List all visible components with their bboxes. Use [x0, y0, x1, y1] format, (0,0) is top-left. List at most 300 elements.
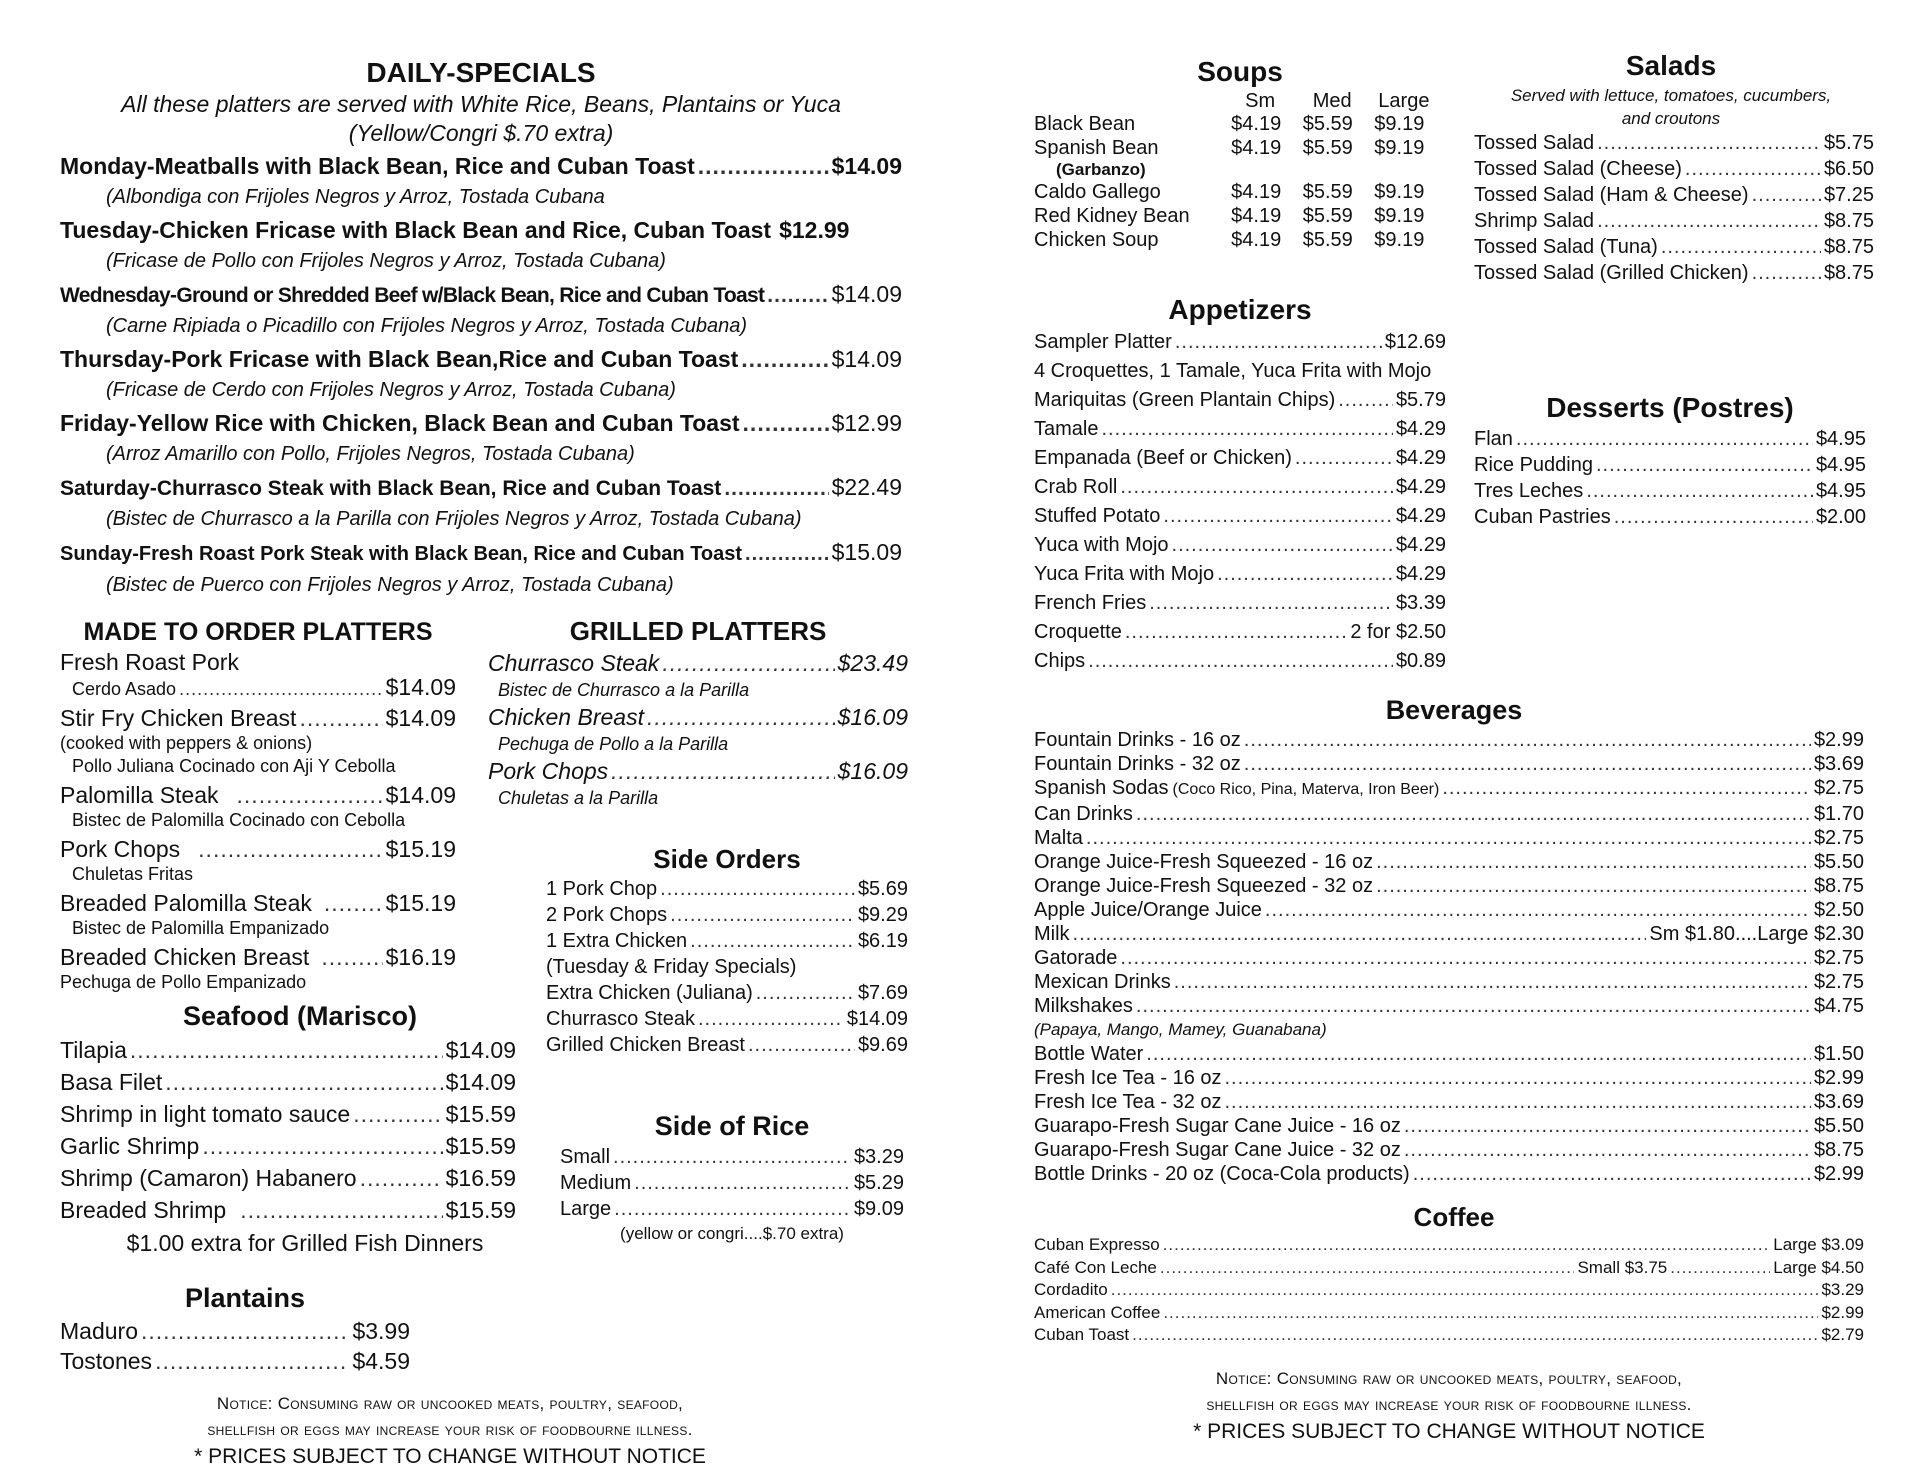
item-name: 1 Extra Chicken — [546, 930, 688, 952]
item-price: $6.50 — [1823, 158, 1874, 180]
soup-name: Spanish Bean — [1034, 137, 1159, 159]
item-price: Large $3.09 — [1773, 1235, 1864, 1254]
grilled-platters-section — [488, 614, 908, 810]
special-price: $14.09 — [831, 281, 902, 307]
special-saturday: Saturday - Churrasco Steak with Black Bean, Rice and Cuban Toast ..... $22.49 — [60, 472, 902, 504]
soup-price-large: $9.19 — [1374, 205, 1425, 227]
special-price: $22.49 — [831, 474, 902, 500]
item-price: $1.50 — [1813, 1043, 1864, 1065]
soup-price-med: $5.59 — [1302, 181, 1353, 203]
item-name: Stuffed Potato — [1034, 505, 1161, 527]
item-price: $2.75 — [1813, 777, 1864, 799]
special-spanish: (Bistec de Churrasco a la Parilla con Frijoles Negros y Arroz, Tostada Cubana) — [106, 508, 802, 530]
menu-item — [1034, 946, 1864, 970]
menu-item — [488, 756, 908, 786]
item-price: $2.99 — [1813, 1163, 1864, 1185]
special-spanish: (Fricase de Cerdo con Frijoles Negros y Arroz, Tostada Cubana) — [106, 379, 676, 401]
item-price: $5.29 — [853, 1172, 904, 1194]
item-price: $9.29 — [857, 904, 908, 926]
item-spanish: Pollo Juliana Cocinado con Aji Y Cebolla — [72, 756, 396, 776]
item-price: $3.39 — [1395, 592, 1446, 614]
special-dish: Chicken Fricase with Black Bean and Rice, Cuban Toast — [159, 217, 772, 243]
item-price: $2.99 — [1813, 1067, 1864, 1089]
menu-item — [1034, 531, 1446, 560]
item-name: Bottle Drinks - 20 oz (Coca-Cola products) — [1034, 1163, 1410, 1185]
special-day: Friday — [60, 410, 130, 436]
item-price: $4.59 — [352, 1348, 410, 1374]
item-spanish: Chuletas a la Parilla — [498, 788, 659, 808]
item-price: $15.19 — [385, 836, 456, 862]
soup-row — [1034, 136, 1446, 160]
menu-item — [1034, 618, 1446, 647]
menu-item — [1034, 1162, 1864, 1186]
item-name: Shrimp in light tomato sauce — [60, 1101, 351, 1127]
menu-item — [560, 1144, 904, 1170]
item-spanish: Pechuga de Pollo a la Parilla — [498, 734, 729, 754]
special-day: Thursday — [60, 346, 164, 372]
size-label: Med — [1312, 90, 1352, 112]
menu-item — [60, 889, 456, 940]
item-name: Cuban Toast — [1034, 1325, 1130, 1344]
soup-name: Black Bean — [1034, 113, 1136, 135]
item-price: $6.19 — [857, 930, 908, 952]
item-price-small: Small $3.75 — [1577, 1257, 1668, 1277]
item-price: $15.59 — [445, 1101, 516, 1127]
item-spanish: Cerdo Asado — [72, 679, 177, 699]
item-name: Garlic Shrimp — [60, 1133, 200, 1159]
menu-item — [1474, 426, 1866, 452]
soup-price-med: $5.59 — [1302, 205, 1353, 227]
soups-table — [1034, 90, 1446, 252]
item-price: $7.69 — [857, 982, 908, 1004]
item-price: $4.29 — [1395, 563, 1446, 585]
soups-title: Soups — [1197, 56, 1283, 87]
menu-item — [1034, 1138, 1864, 1162]
item-name: Crab Roll — [1034, 476, 1118, 498]
item-price: $14.09 — [385, 674, 456, 700]
menu-item — [1034, 922, 1864, 946]
item-name: Guarapo-Fresh Sugar Cane Juice - 32 oz — [1034, 1139, 1401, 1161]
menu-item — [1034, 328, 1446, 357]
special-day: Tuesday — [60, 217, 152, 243]
soup-price-large: $9.19 — [1374, 181, 1425, 203]
menu-item — [1034, 415, 1446, 444]
seafood-note: $1.00 extra for Grilled Fish Dinners — [126, 1230, 484, 1256]
item-name: Fountain Drinks - 32 oz — [1034, 753, 1241, 775]
item-name: Chips — [1034, 650, 1086, 672]
special-dish: Meatballs with Black Bean, Rice and Cuban Toast — [154, 153, 695, 179]
made-to-order-title: MADE TO ORDER PLATTERS — [83, 618, 433, 646]
item-name: Tostones — [60, 1348, 153, 1374]
menu-item — [1034, 444, 1446, 473]
special-price: $15.09 — [831, 539, 902, 565]
soup-row — [1034, 228, 1446, 252]
menu-item — [1474, 156, 1874, 182]
menu-item — [1034, 1090, 1864, 1114]
soup-price-med: $5.59 — [1302, 229, 1353, 251]
item-name: Flan — [1474, 428, 1513, 450]
special-spanish: (Arroz Amarillo con Pollo, Frijoles Negros, Tostada Cubana) — [106, 443, 635, 465]
item-price: $2.75 — [1813, 947, 1864, 969]
item-price: $2.99 — [1813, 729, 1864, 751]
special-friday: Friday - Yellow Rice with Chicken, Black Bean and Cuban Toast ..... $12.99 — [60, 408, 902, 439]
item-price: $3.69 — [1813, 1091, 1864, 1113]
soup-price-large: $9.19 — [1374, 229, 1425, 251]
menu-item — [1034, 752, 1864, 776]
item-name: Breaded Palomilla Steak — [60, 890, 312, 916]
item-price: $16.59 — [445, 1165, 516, 1191]
item-name: Cordadito — [1034, 1280, 1108, 1299]
menu-item — [1034, 850, 1864, 874]
item-price: $15.59 — [445, 1197, 516, 1223]
menu-item — [1034, 647, 1446, 676]
item-price: $8.75 — [1813, 1139, 1864, 1161]
item-price: $2.50 — [1813, 899, 1864, 921]
special-spanish: (Bistec de Puerco con Frijoles Negros y Arroz, Tostada Cubana) — [106, 574, 674, 596]
soup-price-large: $9.19 — [1374, 137, 1425, 159]
special-monday: Monday - Meatballs with Black Bean, Rice and Cuban Toast ..... $14.09 — [60, 151, 902, 182]
menu-item — [546, 1006, 908, 1032]
menu-item — [1034, 1257, 1864, 1280]
desserts-section — [1474, 390, 1866, 530]
item-price: Large $4.50 — [1773, 1257, 1864, 1277]
item-name: Medium — [560, 1172, 632, 1194]
soup-name: Red Kidney Bean — [1034, 205, 1190, 227]
item-name: Empanada (Beef or Chicken) — [1034, 447, 1292, 469]
item-price: $15.59 — [445, 1133, 516, 1159]
item-price: $1.70 — [1813, 803, 1864, 825]
item-name: Tres Leches — [1474, 480, 1584, 502]
soup-price-sm: $4.19 — [1231, 137, 1282, 159]
item-name: Small — [560, 1146, 611, 1168]
special-dish: Pork Fricase with Black Bean,Rice and Cuban Toast — [171, 346, 739, 372]
item-name: Sampler Platter — [1034, 331, 1172, 353]
food-safety-notice — [1114, 1366, 1784, 1446]
soup-subname: (Garbanzo) — [1056, 160, 1146, 179]
special-spanish: (Fricase de Pollo con Frijoles Negros y Arroz, Tostada Cubana) — [106, 250, 666, 272]
item-name: Can Drinks — [1034, 803, 1133, 825]
soup-price-med: $5.59 — [1302, 113, 1353, 135]
item-price: $8.75 — [1813, 875, 1864, 897]
menu-item — [1034, 502, 1446, 531]
price-change-notice: * PRICES SUBJECT TO CHANGE WITHOUT NOTICE — [194, 1445, 706, 1468]
soup-row — [1034, 112, 1446, 136]
menu-item — [60, 648, 456, 701]
item-name: Apple Juice/Orange Juice — [1034, 899, 1262, 921]
item-price: $12.69 — [1384, 331, 1446, 353]
side-rice-title: Side of Rice — [654, 1111, 810, 1141]
menu-item — [60, 781, 456, 832]
item-price: $15.19 — [385, 890, 456, 916]
special-price: $12.99 — [831, 410, 902, 436]
menu-item — [1034, 1279, 1864, 1302]
special-price: $14.09 — [831, 346, 902, 372]
item-price: $2.99 — [1821, 1302, 1864, 1322]
item-price: $4.29 — [1395, 534, 1446, 556]
special-dish: Yellow Rice with Chicken, Black Bean and Cuban Toast — [136, 410, 740, 436]
menu-item — [1034, 970, 1864, 994]
item-name: Rice Pudding — [1474, 454, 1593, 476]
item-name: Tamale — [1034, 418, 1099, 440]
appetizers-section — [1034, 292, 1446, 676]
item-name: Orange Juice-Fresh Squeezed - 32 oz — [1034, 875, 1374, 897]
beverages-title: Beverages — [1385, 695, 1523, 725]
item-name: Churrasco Steak — [488, 650, 660, 676]
soup-name: Caldo Gallego — [1034, 181, 1161, 203]
item-spanish: Bistec de Churrasco a la Parilla — [498, 680, 750, 700]
menu-item — [546, 1032, 908, 1058]
item-name: Tossed Salad (Ham & Cheese) — [1474, 184, 1749, 206]
item-price: $8.75 — [1823, 262, 1874, 284]
menu-item — [1034, 1042, 1864, 1066]
special-spanish: (Albondiga con Frijoles Negros y Arroz, Tostada Cubana — [106, 186, 605, 208]
item-price: $5.50 — [1813, 1115, 1864, 1137]
item-name: Milk — [1034, 923, 1070, 945]
menu-item — [1034, 874, 1864, 898]
menu-item — [560, 1170, 904, 1196]
notice-line: Notice: Consuming raw or uncooked meats, poultry, seafood, — [1215, 1369, 1683, 1388]
sampler-description: 4 Croquettes, 1 Tamale, Yuca Frita with Mojo — [1034, 360, 1432, 382]
item-price: $3.29 — [853, 1146, 904, 1168]
item-name: Tossed Salad (Cheese) — [1474, 158, 1682, 180]
soups-size-header — [1034, 90, 1446, 112]
item-name: Breaded Shrimp — [60, 1197, 227, 1223]
item-name: Fresh Ice Tea - 32 oz — [1034, 1091, 1222, 1113]
salads-description: Served with lettuce, tomatoes, cucumbers, — [1510, 86, 1832, 105]
grilled-title: GRILLED PLATTERS — [569, 616, 827, 646]
item-name: Milkshakes — [1034, 995, 1133, 1017]
item-price: Sm $1.80....Large $2.30 — [1649, 923, 1864, 945]
item-price: $4.29 — [1395, 505, 1446, 527]
special-dish: Fresh Roast Pork Steak with Black Bean, Rice and Cuban Toast — [138, 543, 743, 565]
special-day: Sunday — [60, 543, 133, 565]
special-day: Wednesday — [60, 284, 171, 307]
item-price: $5.69 — [857, 878, 908, 900]
item-name: Orange Juice-Fresh Squeezed - 16 oz — [1034, 851, 1374, 873]
size-label: Large — [1378, 90, 1430, 112]
soups-section — [1034, 54, 1446, 252]
item-name: Spanish Sodas — [1034, 777, 1169, 799]
item-price: $5.75 — [1823, 132, 1874, 154]
side-orders-title: Side Orders — [653, 844, 801, 874]
item-name: Mariquitas (Green Plantain Chips) — [1034, 389, 1336, 411]
item-price: $16.09 — [837, 758, 908, 784]
item-name: Maduro — [60, 1318, 138, 1344]
special-thursday: Thursday - Pork Fricase with Black Bean,Rice and Cuban Toast ..... $14.09 — [60, 344, 902, 375]
special-spanish: (Carne Ripiada o Picadillo con Frijoles Negros y Arroz, Tostada Cubana) — [106, 315, 748, 337]
menu-item — [488, 702, 908, 732]
menu-item — [1474, 260, 1874, 286]
item-price: $8.75 — [1823, 236, 1874, 258]
soup-price-sm: $4.19 — [1231, 229, 1282, 251]
specials-note: (Tuesday & Friday Specials) — [546, 956, 797, 978]
item-price: $3.99 — [352, 1318, 410, 1344]
menu-item — [1034, 589, 1446, 618]
item-name: 1 Pork Chop — [546, 878, 658, 900]
menu-item — [60, 1316, 410, 1346]
menu-item — [1034, 1234, 1864, 1257]
size-label: Sm — [1245, 90, 1276, 112]
side-orders-section — [546, 842, 908, 1058]
menu-item — [1034, 776, 1864, 802]
seafood-title: Seafood (Marisco) — [182, 1001, 418, 1031]
side-of-rice-section — [560, 1108, 904, 1246]
menu-item — [488, 648, 908, 678]
menu-item — [1034, 802, 1864, 826]
menu-item — [1034, 1324, 1864, 1347]
notice-line: Notice: Consuming raw or uncooked meats, poultry, seafood, — [216, 1394, 684, 1413]
soup-price-sm: $4.19 — [1231, 113, 1282, 135]
seafood-section — [60, 998, 516, 1260]
item-name: Stir Fry Chicken Breast — [60, 705, 297, 731]
menu-item — [1474, 478, 1866, 504]
menu-item — [1474, 182, 1874, 208]
soup-sub-row — [1034, 160, 1446, 180]
item-price: $14.09 — [846, 1008, 908, 1030]
item-price: $3.29 — [1821, 1280, 1864, 1299]
salads-title: Salads — [1625, 50, 1717, 81]
menu-item — [1034, 994, 1864, 1018]
item-name: Tossed Salad — [1474, 132, 1595, 154]
daily-specials-intro-extra: (Yellow/Congri $.70 extra) — [348, 120, 614, 146]
item-name: Extra Chicken (Juliana) — [546, 982, 753, 1004]
item-name: Pork Chops — [488, 758, 609, 784]
special-dish: Churrasco Steak with Black Bean, Rice and Cuban Toast — [156, 477, 722, 500]
menu-item — [546, 902, 908, 928]
rice-note: (yellow or congri....$.70 extra) — [620, 1224, 844, 1243]
coffee-section — [1034, 1200, 1864, 1347]
notice-line: shellfish or eggs may increase your risk of foodbourne illness. — [207, 1420, 693, 1439]
item-price: $2.00 — [1815, 506, 1866, 528]
item-price: $4.29 — [1395, 447, 1446, 469]
menu-item — [60, 1034, 516, 1066]
item-name: Palomilla Steak — [60, 782, 219, 808]
menu-item — [60, 1162, 516, 1194]
item-price: $16.19 — [385, 944, 456, 970]
menu-item — [60, 1130, 516, 1162]
item-name: Tossed Salad (Grilled Chicken) — [1474, 262, 1749, 284]
food-safety-notice — [140, 1391, 760, 1471]
item-name: Shrimp Salad — [1474, 210, 1595, 232]
item-name: Churrasco Steak — [546, 1008, 695, 1030]
special-dish: Ground or Shredded Beef w/Black Bean, Rice and Cuban Toast — [176, 284, 765, 307]
item-spanish: Chuletas Fritas — [72, 864, 194, 884]
special-wednesday: Wednesday - Ground or Shredded Beef w/Black Bean, Rice and Cuban Toast ..... $14.09 — [60, 279, 902, 311]
item-price: $23.49 — [837, 650, 908, 676]
item-note: (Coco Rico, Pina, Materva, Iron Beer) — [1172, 781, 1440, 798]
item-name: Gatorade — [1034, 947, 1118, 969]
item-price: $4.95 — [1815, 454, 1866, 476]
item-name: Chicken Breast — [488, 704, 644, 730]
item-price: $4.29 — [1395, 418, 1446, 440]
item-name: Tilapia — [60, 1037, 127, 1063]
coffee-title: Coffee — [1413, 1202, 1495, 1232]
menu-item — [60, 1194, 516, 1226]
soup-row — [1034, 204, 1446, 228]
menu-item — [60, 704, 456, 778]
beverages-section — [1034, 692, 1864, 1186]
item-price: $8.75 — [1823, 210, 1874, 232]
soup-price-med: $5.59 — [1302, 137, 1353, 159]
item-price: 2 for $2.50 — [1350, 621, 1446, 643]
item-name: 2 Pork Chops — [546, 904, 668, 926]
special-price: $12.99 — [779, 217, 850, 243]
special-day: Saturday — [60, 477, 150, 500]
item-name: Malta — [1034, 827, 1083, 849]
menu-item — [560, 1196, 904, 1222]
item-price: $16.09 — [837, 704, 908, 730]
menu-item — [1034, 1302, 1864, 1325]
price-change-notice: * PRICES SUBJECT TO CHANGE WITHOUT NOTICE — [1193, 1420, 1705, 1443]
appetizers-title: Appetizers — [1168, 294, 1312, 325]
item-name: Guarapo-Fresh Sugar Cane Juice - 16 oz — [1034, 1115, 1401, 1137]
menu-item — [1474, 504, 1866, 530]
menu-item — [1034, 1066, 1864, 1090]
item-name: Cuban Pastries — [1474, 506, 1611, 528]
notice-line: shellfish or eggs may increase your risk of foodbourne illness. — [1206, 1395, 1692, 1414]
menu-item — [1474, 452, 1866, 478]
soup-price-large: $9.19 — [1374, 113, 1425, 135]
menu-item — [546, 876, 908, 902]
menu-item — [60, 943, 456, 994]
menu-item — [1474, 234, 1874, 260]
salads-section — [1470, 48, 1872, 286]
item-name: Large — [560, 1198, 612, 1220]
item-name: Fresh Roast Pork — [60, 649, 239, 675]
item-spanish: Bistec de Palomilla Empanizado — [72, 918, 330, 938]
menu-item — [1034, 473, 1446, 502]
item-price: $2.75 — [1813, 827, 1864, 849]
menu-item — [1474, 208, 1874, 234]
menu-item — [1034, 386, 1446, 415]
menu-item — [1034, 826, 1864, 850]
item-price: $9.69 — [857, 1034, 908, 1056]
daily-specials-intro: All these platters are served with White Rice, Beans, Plantains or Yuca — [121, 91, 841, 117]
item-price: $14.09 — [385, 705, 456, 731]
item-price: $2.79 — [1821, 1325, 1864, 1344]
item-price: $9.09 — [853, 1198, 904, 1220]
item-price: $5.50 — [1813, 851, 1864, 873]
special-sunday: Sunday - Fresh Roast Pork Steak with Black Bean, Rice and Cuban Toast ..... $15.09 — [60, 537, 902, 570]
menu-item — [1034, 728, 1864, 752]
menu-item — [60, 835, 456, 886]
menu-item — [546, 980, 908, 1006]
special-tuesday: Tuesday - Chicken Fricase with Black Bean and Rice, Cuban Toast $12.99 — [60, 215, 902, 246]
menu-item — [546, 928, 908, 954]
item-name: Shrimp (Camaron) Habanero — [60, 1165, 357, 1191]
soup-price-sm: $4.19 — [1231, 205, 1282, 227]
item-name: Croquette — [1034, 621, 1122, 643]
item-price: $14.09 — [445, 1069, 516, 1095]
daily-specials-section — [60, 56, 902, 600]
item-name: Tossed Salad (Tuna) — [1474, 236, 1658, 258]
special-price: $14.09 — [831, 153, 902, 179]
plantains-title: Plantains — [184, 1283, 306, 1313]
item-name: Yuca with Mojo — [1034, 534, 1169, 556]
desserts-title: Desserts (Postres) — [1546, 392, 1794, 423]
menu-item — [60, 1346, 410, 1376]
item-price: $4.95 — [1815, 480, 1866, 502]
item-price: $4.95 — [1815, 428, 1866, 450]
item-name: Fountain Drinks - 16 oz — [1034, 729, 1241, 751]
item-price: $3.69 — [1813, 753, 1864, 775]
item-price: $7.25 — [1823, 184, 1874, 206]
item-note: (cooked with peppers & onions) — [60, 733, 313, 753]
item-name: Breaded Chicken Breast — [60, 944, 310, 970]
item-name: Basa Filet — [60, 1069, 163, 1095]
item-name: Mexican Drinks — [1034, 971, 1171, 993]
daily-specials-title: DAILY-SPECIALS — [366, 57, 596, 88]
